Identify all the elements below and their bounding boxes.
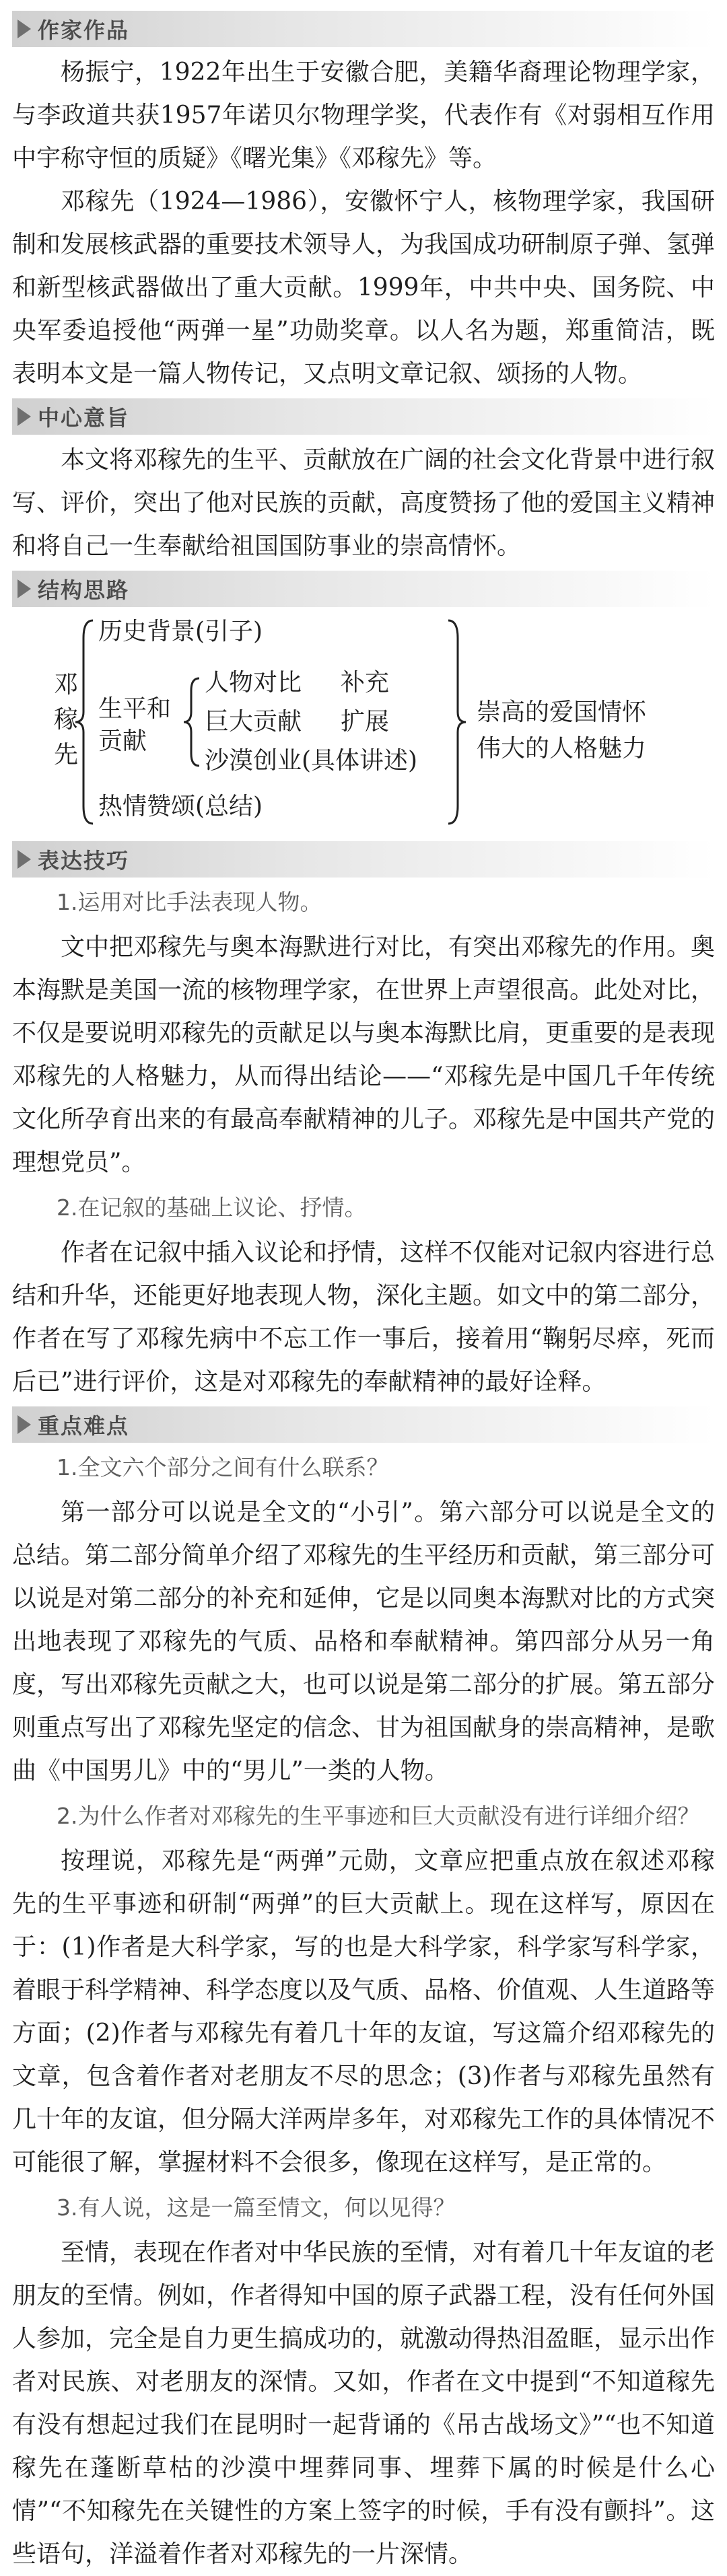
technique-heading-2: 2.在记叙的基础上议论、抒情。 [57, 1194, 367, 1221]
difficulty-heading-2: 2.为什么作者对邓稼先的生平事迹和巨大贡献没有进行详细介绍？ [57, 1803, 700, 1829]
section-header-difficulty [12, 1406, 715, 1443]
difficulty-text-1: 第一部分可以说是全文的“小引”。第六部分可以说是全文的总结。第二部分简单介绍了邓稼先的生平经历和贡献，第三部分可以说是对第二部分的补充和延伸，它是以同奥本海默对比的方式突出地表现了邓稼先的气质、品格和奉献精神。第四部分从另一角度，写出邓稼先贡献之大，也可以说是第二部分的扩展。第五部分则重点写出了邓稼先坚定的信念、甘为祖国献身的崇高精神，是歌曲《中国男儿》中的“男儿”一类的人物。 [12, 1499, 716, 1785]
diagram-supplement: 补充 [341, 669, 390, 696]
theme-paragraph: 本文将邓稼先的生平、贡献放在广阔的社会文化背景中进行叙写、评价，突出了他对民族的贡献，高度赞扬了他的爱国主义精神和将自己一生奉献给祖国国防事业的崇高情怀。 [12, 446, 716, 560]
section-title: 中心意旨 [38, 405, 130, 431]
section-title: 重点难点 [38, 1413, 130, 1439]
diagram-result-2: 伟大的人格魅力 [477, 735, 647, 762]
section-header-theme [12, 398, 715, 435]
life-brace [184, 678, 199, 766]
diagram-background: 历史背景(引子) [98, 618, 263, 645]
diagram-root: 邓稼先 [54, 671, 79, 768]
technique-heading-1: 1.运用对比手法表现人物。 [57, 889, 322, 915]
difficulty-heading-3: 3.有人说，这是一篇至情文，何以见得？ [57, 2194, 456, 2221]
triangle-bullet-icon [18, 407, 31, 426]
section-title: 表达技巧 [38, 848, 130, 873]
diagram-expand: 扩展 [341, 708, 390, 736]
difficulty-heading-1: 1.全文六个部分之间有什么联系？ [57, 1454, 389, 1480]
section-title: 作家作品 [38, 17, 130, 43]
author-paragraph-2: 邓稼先（1924—1986），安徽怀宁人，核物理学家，我国研制和发展核武器的重要技术领导人，为我国成功研制原子弹、氢弹和新型核武器做出了重大贡献。1999年，中共中央、国务院、中央军委追授他“两弹一星”功勋奖章。以人名为题，郑重简洁，既表明本文是一篇人物传记，又点明文章记叙、颂扬的人物。 [12, 188, 716, 388]
triangle-bullet-icon [18, 1415, 31, 1434]
structure-diagram [12, 611, 715, 833]
diagram-life: 生平和贡献 [98, 695, 172, 755]
diagram-praise: 热情赞颂(总结) [98, 793, 263, 820]
right-brace [448, 620, 466, 824]
diagram-contribution: 巨大贡献 [205, 708, 302, 736]
diagram-compare: 人物对比 [205, 669, 302, 696]
section-header-technique [12, 841, 715, 878]
technique-text-2: 作者在记叙中插入议论和抒情，这样不仅能对记叙内容进行总结和升华，还能更好地表现人物，深化主题。如文中的第二部分，作者在写了邓稼先病中不忘工作一事后，接着用“鞠躬尽瘁，死而后已”进行评价，这是对邓稼先的奉献精神的最好诠释。 [12, 1239, 716, 1396]
diagram-desert: 沙漠创业(具体讲述) [205, 747, 418, 775]
section-header-structure [12, 571, 715, 607]
triangle-bullet-icon [18, 579, 31, 598]
triangle-bullet-icon [18, 850, 31, 869]
technique-text-1: 文中把邓稼先与奥本海默进行对比，有突出邓稼先的作用。奥本海默是美国一流的核物理学家，在世界上声望很高。此处对比，不仅是要说明邓稼先的贡献足以与奥本海默比肩，更重要的是表现邓稼先的人格魅力，从而得出结论——“邓稼先是中国几千年传统文化所孕育出来的有最高奉献精神的儿子。邓稼先是中国共产党的理想党员”。 [12, 933, 716, 1176]
section-header-author [12, 11, 715, 47]
difficulty-text-2: 按理说，邓稼先是“两弹”元勋，文章应把重点放在叙述邓稼先的生平事迹和研制“两弹”的巨大贡献上。现在这样写，原因在于：(1)作者是大科学家，写的也是大科学家，科学家写科学家，着眼于科学精神、科学态度以及气质、品格、价值观、人生道路等方面；(2)作者与邓稼先有着几十年的友谊，写这篇介绍邓稼先的文章，包含着作者对老朋友不尽的思念；(3)作者与邓稼先虽然有几十年的友谊，但分隔大洋两岸多年，对邓稼先工作的具体情况不可能很了解，掌握材料不会很多，像现在这样写，是正常的。 [12, 1847, 716, 2176]
author-paragraph-1: 杨振宁，1922年出生于安徽合肥，美籍华裔理论物理学家，与李政道共获1957年诺贝尔物理学奖，代表作有《对弱相互作用中宇称守恒的质疑》《曙光集》《邓稼先》等。 [12, 59, 715, 172]
difficulty-text-3: 至情，表现在作者对中华民族的至情，对有着几十年友谊的老朋友的至情。例如，作者得知中国的原子武器工程，没有任何外国人参加，完全是自力更生搞成功的，就激动得热泪盈眶，显示出作者对民族、对老朋友的深情。又如，作者在文中提到“不知道稼先有没有想起过我们在昆明时一起背诵的《吊古战场文》”“也不知道稼先在蓬断草枯的沙漠中埋葬同事、埋葬下属的时候是什么心情”“不知稼先在关键性的方案上签字的时候，手有没有颤抖”。这些语句，洋溢着作者对邓稼先的一片深情。 [12, 2239, 716, 2568]
triangle-bullet-icon [18, 20, 31, 38]
diagram-result-1: 崇高的爱国情怀 [477, 699, 647, 726]
section-title: 结构思路 [38, 577, 130, 603]
